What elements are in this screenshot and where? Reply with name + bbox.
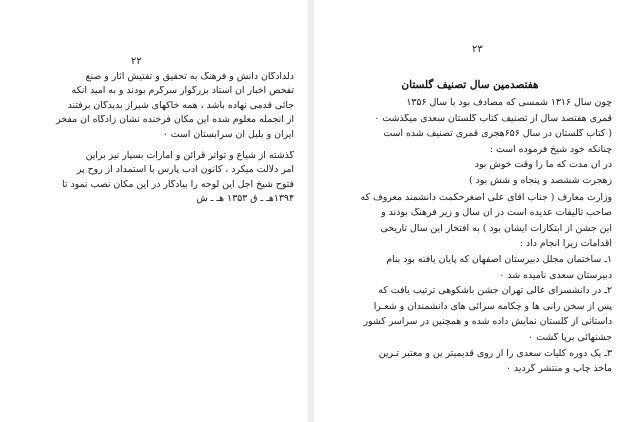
text-line: صاحب تألیفات عدیده است در آن سال و زیر فرهنگ بودند و: [381, 208, 612, 219]
right-page-number: ۲۳: [472, 44, 483, 55]
text-line: تفحص اخبار آن استاد بزرگوار سرگرم بودند و به امید آنکه: [71, 86, 294, 97]
text-line: مأخذ چاپ و منتشر گردید ٠: [505, 364, 612, 375]
text-line: قمری هفتصد سال از تصنیف کتاب گلستان سعدی میگذشت ٠: [374, 113, 612, 124]
text-line: جشنهائی برپا گشت ٠: [528, 332, 612, 343]
text-line: داستانی از گلستان نمایش داده شده و همچنین در سراسر کشور: [363, 317, 612, 328]
text-line: جائی قدمی نهاده باشد ، همه خاکهای شیراز بدیدگان برفتند: [67, 100, 294, 111]
text-line: ( کتاب گلستان در سال ۶۵۶هجری قمری تصنیف شده است: [383, 129, 612, 140]
text-line: ۳ـ یک دوره کلیات سعدی را از روی قدیمیتر ین و معتبر تـرین: [378, 348, 612, 359]
section-title: هفتصدمین سال تصنیف گلستان: [401, 79, 539, 91]
date-line: ۱۳۹۴هـ ـ ق ۱۳۵۳ هـ ـ ش: [196, 194, 294, 205]
text-line: چون سال ۱۳۱۶ شمسی که مصادف بود با سال ۱۳۵۶: [406, 98, 612, 108]
text-line: گذشته از شیاع و تواتر قرائن و امارات بسیار نیز براین: [85, 150, 294, 161]
text-line: پس از سخن رانی ها و چکامه سرائی های دانشمندان و شعـرا: [373, 301, 612, 312]
text-line: زهجرت ششصد و پنجاه و شش بود ): [468, 175, 612, 186]
text-line: ۱ـ ساختمان مجلل دبیرستان اصفهان که پایان یافته بود بنام: [386, 254, 612, 265]
right-page: [314, 0, 626, 422]
left-page-text: [14, 72, 294, 209]
text-line: دبیرستان سعدی نامیده شد ٠: [499, 270, 612, 281]
text-line: در آن مدت که ما را وقت خوش بود: [474, 160, 612, 171]
text-line: امر دلالت میکرد ، کانون ادب پارس با استمداد از روح پر: [76, 165, 294, 176]
right-page-text: [336, 98, 612, 380]
text-line: وزارت معارف ( جناب آقای علی اصغرحکمت دانشمند معروف که: [360, 192, 612, 203]
text-line: از آنجمله معلوم شده این مکان فرخنده نشان زادگاه آن مفخر: [56, 115, 294, 126]
text-line: اقدامات زیرا انجام داد :: [519, 239, 612, 250]
text-line: ایران و بلبل آن سرابستان است ٠: [162, 129, 294, 140]
text-line: این جشن از ابتکارات ایشان بود ) به افتخار این سال تاریخی: [380, 223, 612, 234]
text-line: چنانکه خود شیخ فرموده است :: [489, 144, 612, 155]
text-line: فتوح شیخ اجل این لوحه را بیادگار در این مکان نصب نمود تا: [62, 179, 294, 190]
left-page: [0, 0, 308, 422]
left-page-number: ۲۲: [131, 56, 142, 67]
text-line: دلدادگان دانش و فرهنگ به تحقیق و تفتیش آثار و صنع: [85, 72, 294, 82]
text-line: ۲ـ در دانشسرای عالی تهران جشن باشکوهی ترتیب یافت که: [378, 286, 612, 297]
